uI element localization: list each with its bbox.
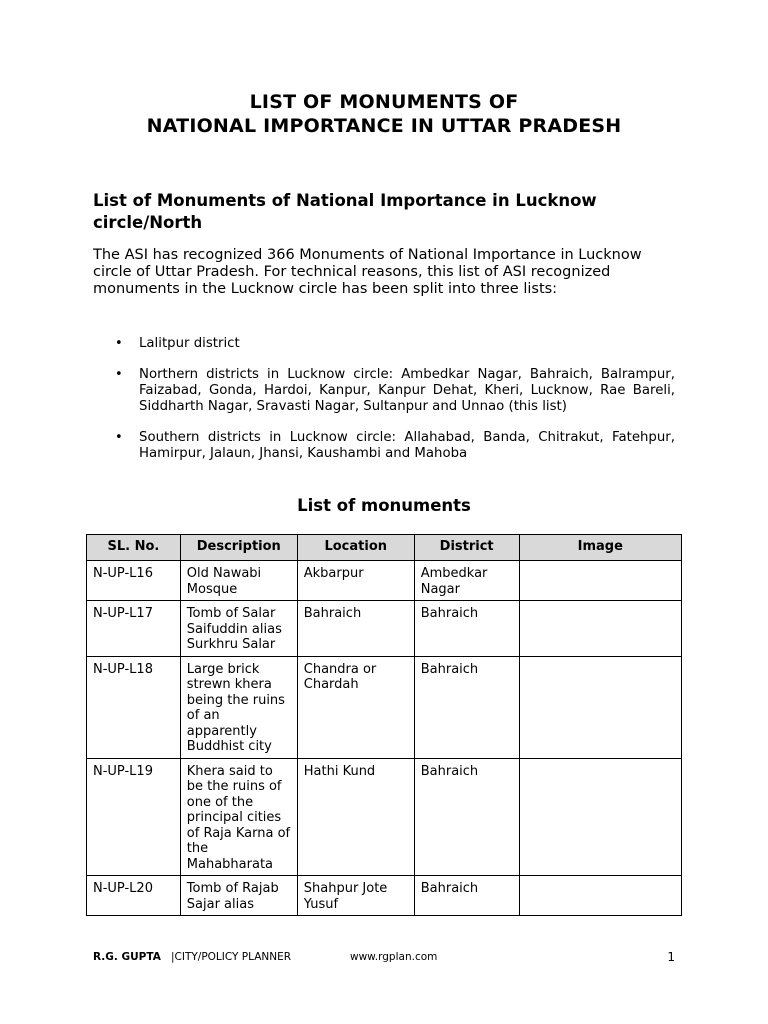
cell-district: Bahraich (414, 656, 519, 758)
list-item-text: Northern districts in Lucknow circle: Ambedkar Nagar, Bahraich, Balrampur, Faizabad, Gonda, Hardoi, Kanpur, Kanpur Dehat, Kheri, Lucknow, Rae Bareli, Siddharth Nagar, Sravasti Nagar, Sultanpur and Unnao (this list) (139, 367, 675, 414)
cell-district: Ambedkar Nagar (414, 561, 519, 601)
cell-image (519, 656, 681, 758)
document-title (0, 90, 768, 138)
cell-sl-no: N-UP-L17 (87, 601, 181, 657)
list-item-text: Southern districts in Lucknow circle: Allahabad, Banda, Chitrakut, Fatehpur, Hamirpur, Jalaun, Jhansi, Kaushambi and Mahoba (139, 430, 675, 461)
header-sl-no: SL. No. (87, 535, 181, 561)
header-location: Location (297, 535, 414, 561)
table-row (87, 601, 682, 657)
header-district: District (414, 535, 519, 561)
cell-image (519, 876, 681, 916)
footer-author: R.G. GUPTA (93, 951, 161, 963)
cell-sl-no: N-UP-L20 (87, 876, 181, 916)
cell-sl-no: N-UP-L18 (87, 656, 181, 758)
cell-location: Bahraich (297, 601, 414, 657)
list-heading: List of monuments (297, 496, 471, 515)
cell-district: Bahraich (414, 758, 519, 876)
cell-description: Old Nawabi Mosque (180, 561, 297, 601)
cell-location: Hathi Kund (297, 758, 414, 876)
cell-sl-no: N-UP-L16 (87, 561, 181, 601)
cell-description: Khera said to be the ruins of one of the principal cities of Raja Karna of the Mahabharata (180, 758, 297, 876)
table-row (87, 876, 682, 916)
list-item-text: Lalitpur district (139, 336, 240, 351)
header-description: Description (180, 535, 297, 561)
cell-location: Akbarpur (297, 561, 414, 601)
table-header-row (87, 535, 682, 561)
cell-image (519, 561, 681, 601)
bullet-icon: • (115, 430, 123, 445)
list-item (93, 336, 675, 352)
page-footer (93, 950, 675, 964)
monuments-table (86, 534, 682, 916)
cell-location: Shahpur Jote Yusuf (297, 876, 414, 916)
cell-image (519, 601, 681, 657)
list-item (93, 367, 675, 415)
cell-description: Tomb of Rajab Sajar alias (180, 876, 297, 916)
table-row (87, 656, 682, 758)
footer-website-link[interactable]: www.rgplan.com (350, 951, 438, 963)
bullet-icon: • (115, 336, 123, 351)
table-row (87, 758, 682, 876)
district-list (93, 336, 675, 477)
cell-district: Bahraich (414, 601, 519, 657)
title-line-1: LIST OF MONUMENTS OF (249, 91, 519, 113)
footer-role: |CITY/POLICY PLANNER (171, 951, 292, 963)
table-row (87, 561, 682, 601)
intro-paragraph: The ASI has recognized 366 Monuments of National Importance in Lucknow circle of Uttar Pradesh. For technical reasons, this list of ASI recognized monuments in the Lucknow circle has been split into three lists: (93, 247, 642, 297)
cell-description: Tomb of Salar Saifuddin alias Surkhru Salar (180, 601, 297, 657)
bullet-icon: • (115, 367, 123, 382)
cell-description: Large brick strewn khera being the ruins of an apparently Buddhist city (180, 656, 297, 758)
cell-image (519, 758, 681, 876)
cell-location: Chandra or Chardah (297, 656, 414, 758)
cell-district: Bahraich (414, 876, 519, 916)
page-number: 1 (667, 950, 675, 964)
title-line-2: NATIONAL IMPORTANCE IN UTTAR PRADESH (146, 115, 622, 137)
cell-sl-no: N-UP-L19 (87, 758, 181, 876)
list-item (93, 430, 675, 462)
header-image: Image (519, 535, 681, 561)
section-heading: List of Monuments of National Importance in Lucknow circle/North (93, 191, 597, 232)
